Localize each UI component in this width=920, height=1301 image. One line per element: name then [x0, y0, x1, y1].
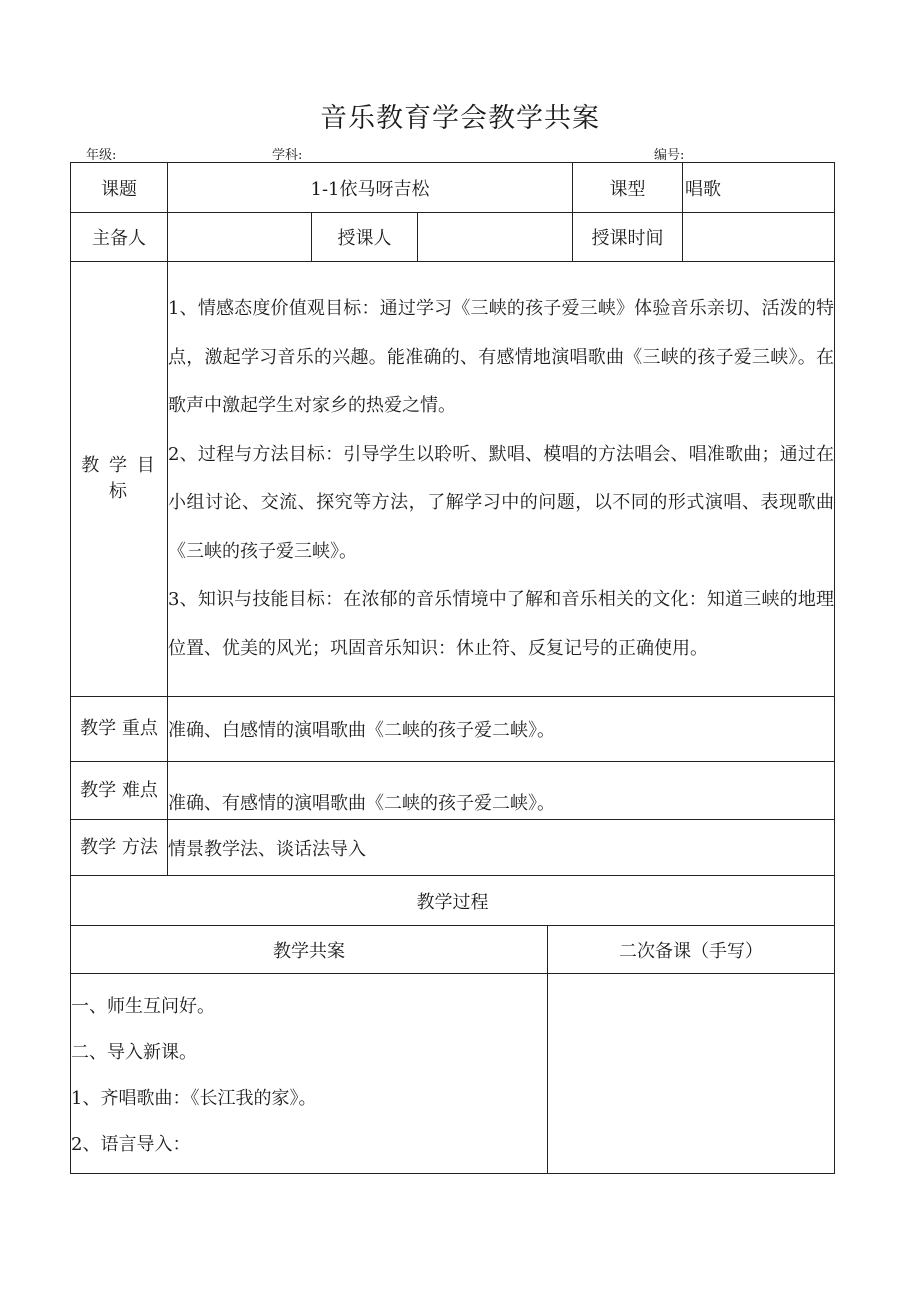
staff-row [71, 213, 835, 262]
methods-text: 情景教学法、谈话法导入 [168, 820, 835, 876]
number-label: 编号: [654, 148, 685, 163]
key-points-text: 准确、白感情的演唱歌曲《二峡的孩子爱二峡》。 [168, 697, 835, 762]
objectives-row [71, 262, 835, 697]
process-line: 1、齐唱歌曲：《长江我的家》。 [71, 1088, 317, 1109]
methods-row [71, 820, 835, 876]
topic-row [71, 163, 835, 213]
process-line: 一、师生互问好。 [71, 996, 215, 1017]
process-title-row [71, 876, 835, 926]
objectives-label: 教 学 目 标 [71, 262, 168, 697]
objective-item: 2、过程与方法目标：引导学生以聆听、默唱、模唱的方法唱会、唱准歌曲；通过在小组讨论、交流、探究等方法，了解学习中的问题，以不同的形式演唱、表现歌曲《三峡的孩子爱三峡》。 [168, 443, 834, 562]
objectives-content [168, 262, 835, 697]
difficulties-row [71, 762, 835, 820]
objective-item: 1、情感态度价值观目标：通过学习《三峡的孩子爱三峡》体验音乐亲切、活泼的特点，激起学习音乐的兴趣。能准确的、有感情地演唱歌曲《三峡的孩子爱三峡》。在歌声中激起学生对家乡的热爱之情。 [168, 298, 834, 416]
difficulties-text: 准确、有感情的演唱歌曲《二峡的孩子爱二峡》。 [168, 762, 835, 820]
teacher-label: 授课人 [312, 213, 418, 262]
time-value [683, 213, 835, 262]
shared-plan-content [71, 974, 548, 1174]
topic-value: 1-1依马呀吉松 [168, 163, 573, 213]
key-points-row [71, 697, 835, 762]
process-line: 二、导入新课。 [71, 1042, 197, 1063]
shared-plan-header: 教学共案 [71, 926, 548, 974]
secondary-plan-content [548, 974, 835, 1174]
process-header-row [71, 926, 835, 974]
teacher-value [418, 213, 573, 262]
key-points-label: 教学 重点 [71, 697, 168, 762]
lesson-plan-table [70, 162, 835, 1174]
grade-label: 年级: [86, 148, 117, 163]
preparer-value [168, 213, 312, 262]
objective-item: 3、知识与技能目标：在浓郁的音乐情境中了解和音乐相关的文化：知道三峡的地理位置、优美的风光；巩固音乐知识：休止符、反复记号的正确使用。 [168, 589, 834, 659]
topic-label: 课题 [71, 163, 168, 213]
time-label: 授课时间 [573, 213, 683, 262]
subject-label: 学科: [272, 148, 303, 163]
type-value: 唱歌 [683, 163, 835, 213]
process-line: 2、语言导入： [71, 1134, 191, 1155]
page-title: 音乐教育学会教学共案 [320, 103, 600, 134]
preparer-label: 主备人 [71, 213, 168, 262]
methods-label: 教学 方法 [71, 820, 168, 876]
difficulties-label: 教学 难点 [71, 762, 168, 820]
type-label: 课型 [573, 163, 683, 213]
process-body-row [71, 974, 835, 1174]
secondary-plan-header: 二次备课（手写） [548, 926, 835, 974]
process-title: 教学过程 [71, 876, 835, 926]
